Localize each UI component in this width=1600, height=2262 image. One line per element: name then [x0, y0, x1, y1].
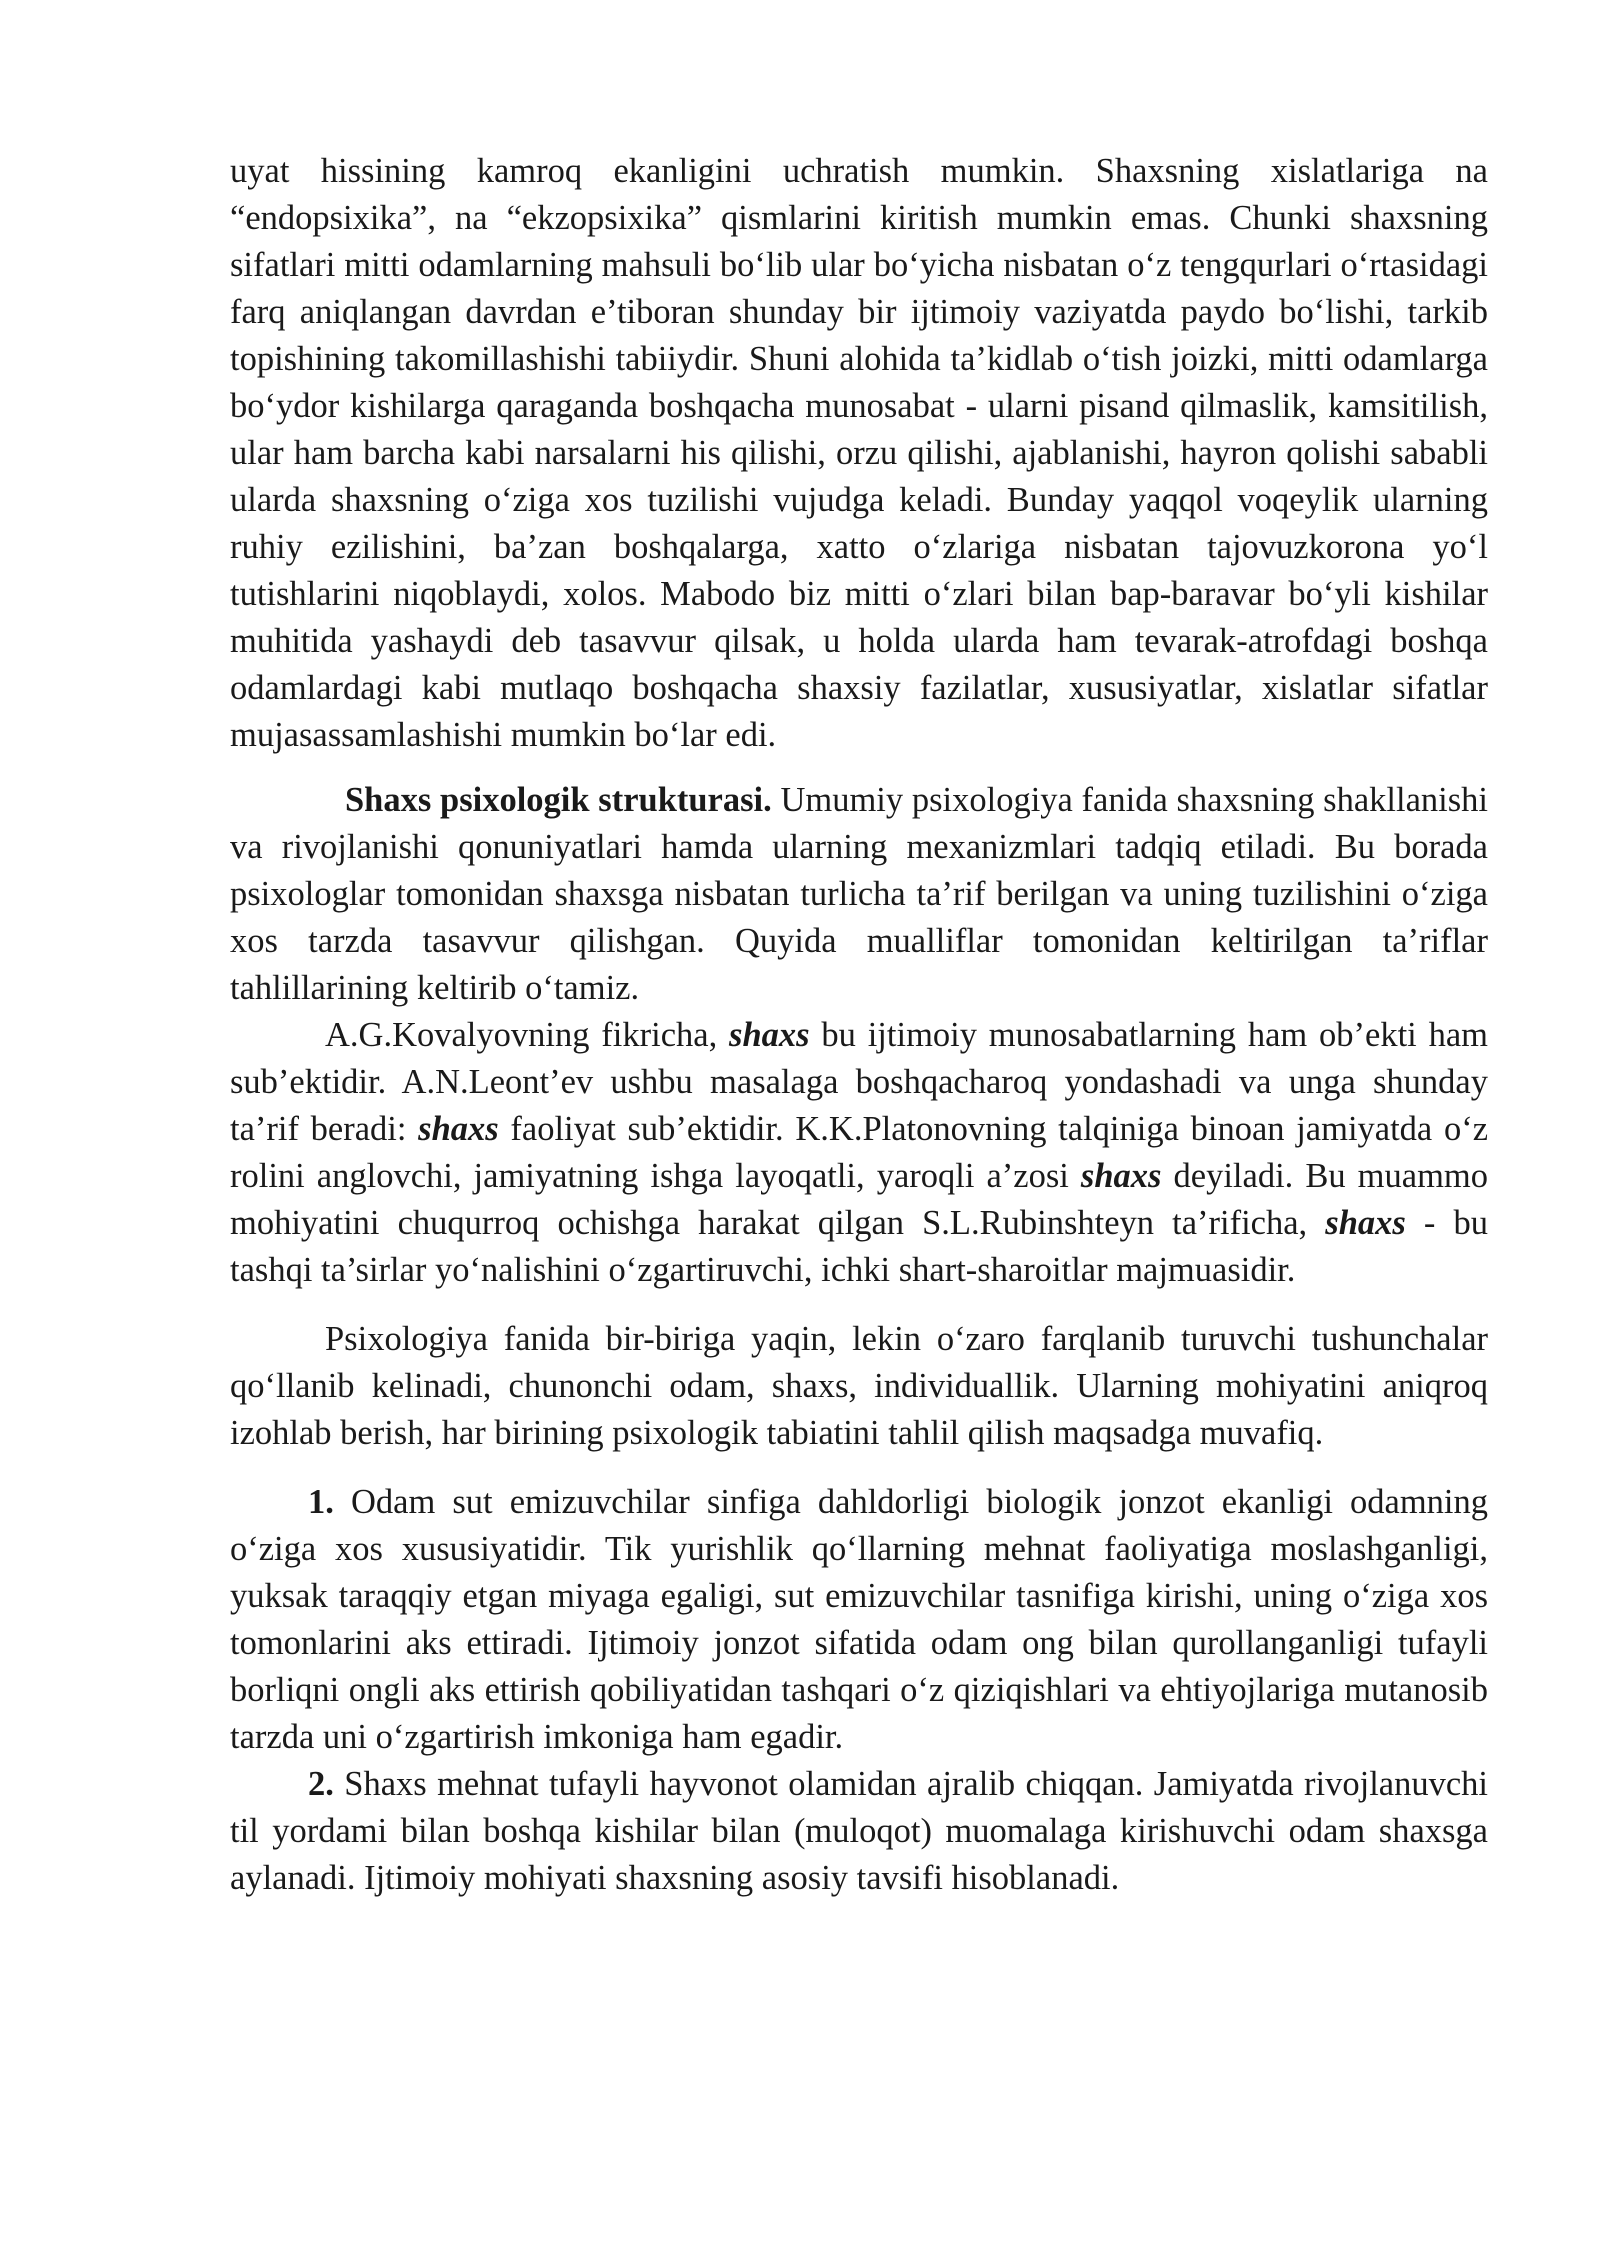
- definitions-text-d: deyiladi. Bu muammo mohiyatini chuqurroq ochishga harakat qilgan S.L.Rubinshteyn ta’rificha,: [230, 1157, 1488, 1242]
- list-item-text: Shaxs mehnat tufayli hayvonot olamidan ajralib chiqqan. Jamiyatda rivojlanuvchi til yordami bilan boshqa kishilar bilan (muloqot) muomalaga kirishuvchi odam shaxsga aylanadi. Ijtimoiy mohiyati shaxsning asosiy tavsifi hisoblanadi.: [230, 1765, 1488, 1897]
- list-item: [230, 1479, 1488, 1761]
- definitions-text-c: faoliyat sub’ektidir. K.K.Platonovning talqiniga binoan jamiyatda o‘z rolini anglovchi, jamiyatning ishga layoqatli, yaroqli a’zosi: [230, 1110, 1489, 1195]
- paragraph-structure: [230, 777, 1488, 1012]
- definitions-text-a: A.G.Kovalyovning fikricha,: [325, 1016, 730, 1054]
- paragraph-definitions: [230, 1012, 1488, 1294]
- term-shaxs: shaxs: [729, 1016, 810, 1054]
- list-number: 1.: [308, 1483, 334, 1521]
- list-number: 2.: [308, 1765, 334, 1803]
- definitions-text-b: bu ijtimoiy munosabatlarning ham ob’ekti ham sub’ektidir. A.N.Leont’ev ushbu masalaga boshqacharoq yondashadi va unga shunday ta’rif beradi:: [230, 1016, 1488, 1148]
- list-item: [230, 1761, 1488, 1902]
- paragraph-concepts: Psixologiya fanida bir-biriga yaqin, lekin o‘zaro farqlanib turuvchi tushunchalar qo‘llanib kelinadi, chunonchi odam, shaxs, individuallik. Ularning mohiyatini aniqroq izohlab berish, har birining psixologik tabiatini tahlil qilish maqsadga muvafiq.: [230, 1320, 1488, 1452]
- section-heading: Shaxs psixologik strukturasi.: [345, 781, 772, 819]
- term-shaxs: shaxs: [418, 1110, 499, 1148]
- term-shaxs: shaxs: [1080, 1157, 1162, 1195]
- definitions-text-e: - bu tashqi ta’sirlar yo‘nalishini o‘zgartiruvchi, ichki shart-sharoitlar majmuasidir.: [230, 1204, 1488, 1289]
- paragraph-intro: uyat hissining kamroq ekanligini uchratish mumkin. Shaxsning xislatlariga na “endopsixika”, na “ekzopsixika” qismlarini kiritish mumkin emas. Chunki shaxsning sifatlari mitti odamlarning mahsuli bo‘lib ular bo‘yicha nisbatan o‘z tengqurlari o‘rtasidagi farq aniqlangan davrdan e’tiboran shunday bir ijtimoiy vaziyatda paydo bo‘lishi, tarkib topishining takomillashishi tabiiydir. Shuni alohida ta’kidlab o‘tish joizki, mitti odamlarga bo‘ydor kishilarga qaraganda boshqacha munosabat - ularni pisand qilmaslik, kamsitilish, ular ham barcha kabi narsalarni his qilishi, orzu qilishi, ajablanishi, hayron qolishi sababli ularda shaxsning o‘ziga xos tuzilishi vujudga keladi. Bunday yaqqol voqeylik ularning ruhiy ezilishini, ba’zan boshqalarga, xatto o‘zlariga nisbatan tajovuzkorona yo‘l tutishlarini niqoblaydi, xolos. Mabodo biz mitti o‘zlari bilan bap-baravar bo‘yli kishilar muhitida yashaydi deb tasavvur qilsak, u holda ularda ham tevarak-atrofdagi boshqa odamlardagi kabi mutlaqo boshqacha shaxsiy fazilatlar, xususiyatlar, xislatlar sifatlar mujasassamlashishi mumkin bo‘lar edi.: [230, 152, 1488, 754]
- list-item-text: Odam sut emizuvchilar sinfiga dahldorligi biologik jonzot ekanligi odamning o‘ziga xos xususiyatidir. Tik yurishlik qo‘llarning mehnat faoliyatiga moslashganligi, yuksak taraqqiy etgan miyaga egaligi, sut emizuvchilar tasnifiga kirishi, uning o‘ziga xos tomonlarini aks ettiradi. Ijtimoiy jonzot sifatida odam ong bilan qurollanganligi tufayli borliqni ongli aks ettirish qobiliyatidan tashqari o‘z qiziqishlari va ehtiyojlariga mutanosib tarzda uni o‘zgartirish imkoniga ham egadir.: [230, 1483, 1488, 1756]
- document-page: [230, 148, 1488, 1902]
- paragraph-structure-text: Umumiy psixologiya fanida shaxsning shakllanishi va rivojlanishi qonuniyatlari hamda ularning mexanizmlari tadqiq etiladi. Bu borada psixologlar tomonidan shaxsga nisbatan turlicha ta’rif berilgan va uning tuzilishini o‘ziga xos tarzda tasavvur qilishgan. Quyida mualliflar tomonidan keltirilgan ta’riflar tahlillarining keltirib o‘tamiz.: [230, 781, 1488, 1007]
- term-shaxs: shaxs: [1325, 1204, 1406, 1242]
